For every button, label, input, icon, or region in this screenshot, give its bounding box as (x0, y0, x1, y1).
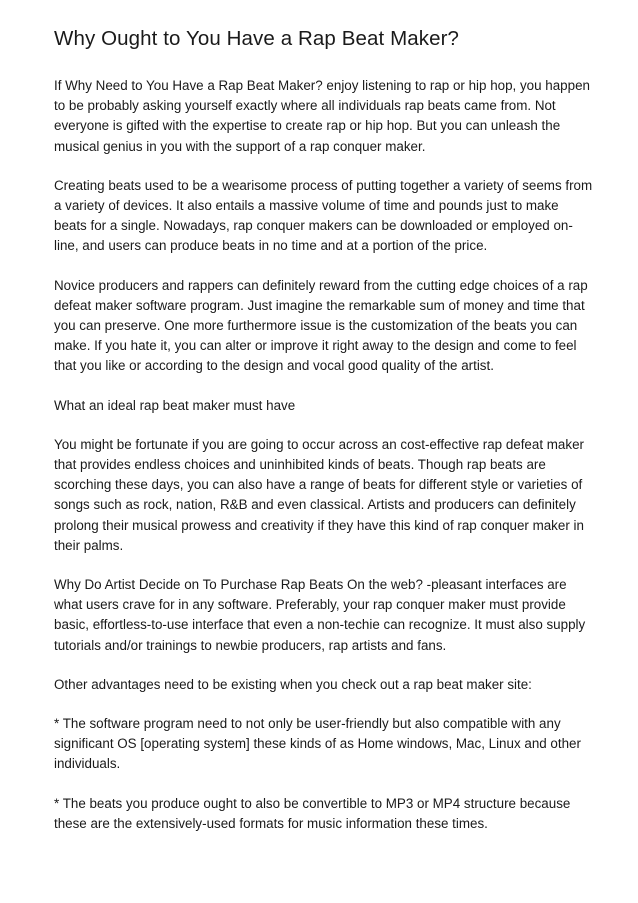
bullet-convertible: * The beats you produce ought to also be convertible to MP3 or MP4 structure because these are the extensively-used formats for music information these times. (54, 795, 571, 831)
section-heading-ideal-maker: What an ideal rap beat maker must have (54, 397, 296, 413)
paragraph-intro: If Why Need to You Have a Rap Beat Maker? enjoy listening to rap or hip hop, you happen to be probably asking yourself exactly where all individuals rap beats came from. Not everyone is gifted with the expertise to create rap or hip hop. But you can unleash the musical genius in you with the support of a rap conquer maker. (54, 78, 590, 154)
document-title: Why Ought to You Have a Rap Beat Maker? (54, 27, 460, 50)
paragraph-fortunate: You might be fortunate if you are going to occur across an cost-effective rap defeat maker that provides endless choices and uninhibited kinds of beats. Though rap beats are scorching these days, you can also have a range of beats for different style or varieties of songs such as rock, nation, R&B and even classical. Artists and producers can definitely prolong their musical prowess and creativity if they have this kind of rap conquer maker in their palms. (54, 436, 584, 553)
bullet-user-friendly: * The software program need to not only be user-friendly but also compatible with any significant OS [operating system] these kinds of as Home windows, Mac, Linux and other individuals. (54, 716, 581, 772)
paragraph-why-purchase: Why Do Artist Decide on To Purchase Rap Beats On the web? -pleasant interfaces are what users crave for in any software. Preferably, your rap conquer maker must provide basic, effortless-to-use interface that even a non-techie can recognize. It must also supply tutorials and/or trainings to newbie producers, rap artists and fans. (54, 577, 586, 653)
paragraph-other-advantages: Other advantages need to be existing when you check out a rap beat maker site: (54, 676, 532, 692)
paragraph-creating-beats: Creating beats used to be a wearisome process of putting together a variety of seems from a variety of devices. It also entails a massive volume of time and pounds just to make beats for a single. Nowadays, rap conquer makers can be downloaded or employed on-line, and users can produce beats in no time and at a portion of the price. (54, 177, 593, 254)
paragraph-novice-producers: Novice producers and rappers can definitely reward from the cutting edge choices of a rap defeat maker software program. Just imagine the remarkable sum of money and time that you can preserve. One more furthermore issue is the customization of the beats you can make. If you hate it, you can alter or improve it right away to the design and come to feel that you like or according to the design and vocal good quality of the artist. (54, 277, 588, 374)
